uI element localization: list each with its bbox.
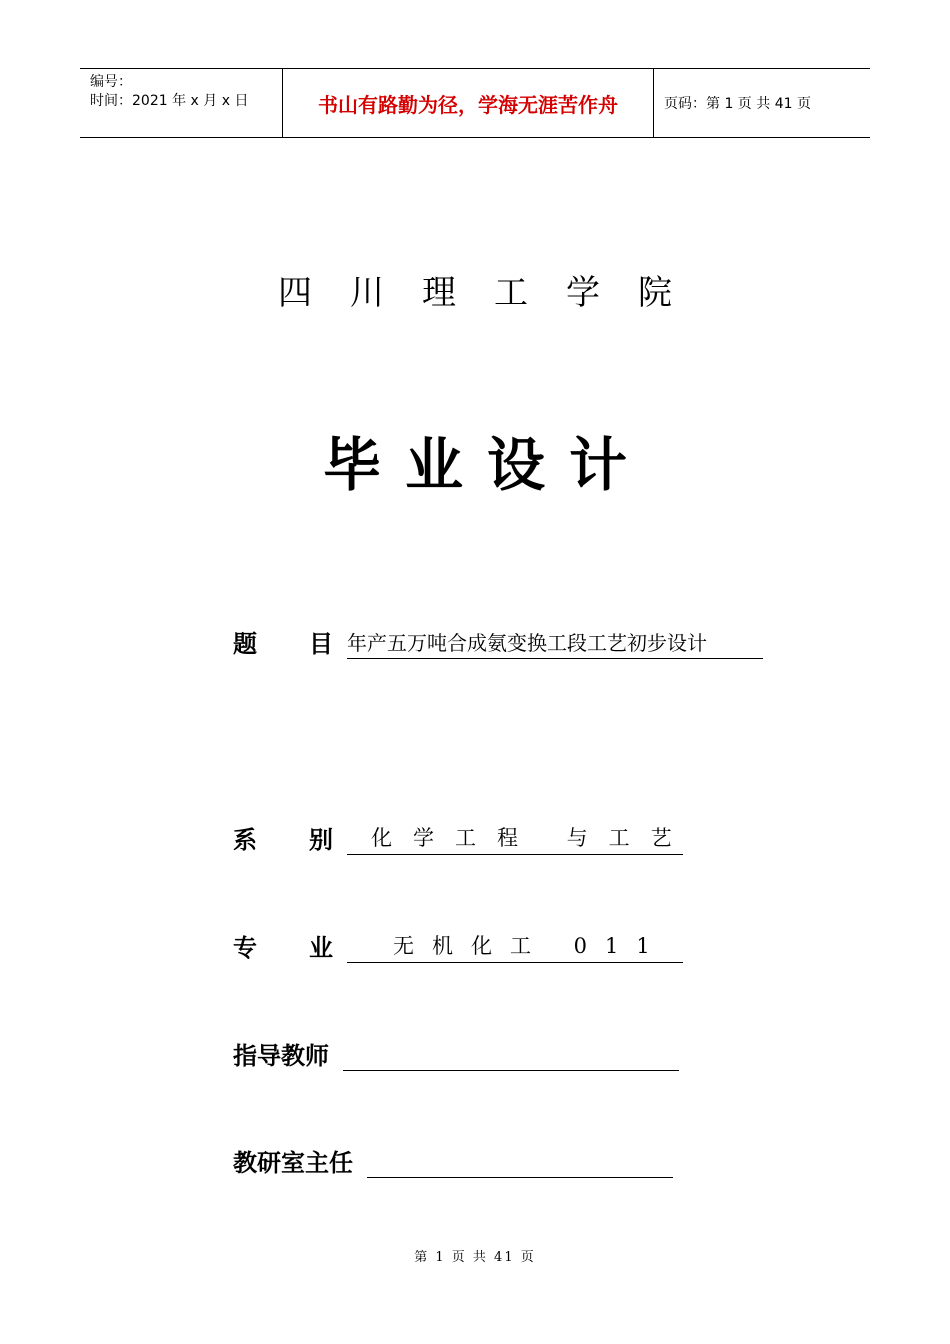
topic-value: 年产五万吨合成氨变换工段工艺初步设计 (347, 627, 763, 659)
page-footer: 第 1 页 共 41 页 (414, 1250, 536, 1265)
department-row (233, 820, 693, 855)
topic-label: 题 目 (233, 630, 333, 658)
page-info: 页码：第 1 页 共 41 页 (664, 96, 811, 112)
document-title: 毕业设计 (322, 431, 651, 499)
header-table (80, 68, 870, 138)
director-value (367, 1152, 673, 1178)
major-value: 无机化工 011 (347, 930, 683, 963)
number-label: 编号： (90, 74, 132, 90)
advisor-row (233, 1036, 679, 1071)
advisor-label: 指导教师 (233, 1042, 329, 1070)
topic-row (233, 624, 763, 659)
school-name: 四川理工学院 (278, 273, 710, 313)
major-label: 专 业 (233, 934, 333, 962)
department-value: 化学工程 与工艺 (347, 822, 683, 855)
major-row (233, 928, 683, 963)
advisor-value (343, 1045, 679, 1071)
director-row (233, 1143, 673, 1178)
motto: 书山有路勤为径，学海无涯苦作舟 (282, 69, 654, 137)
header-left-cell (80, 69, 282, 137)
time-label: 时间：2021 年 x 月 x 日 (90, 93, 249, 109)
director-label: 教研室主任 (233, 1149, 353, 1177)
department-label: 系 别 (233, 826, 333, 854)
